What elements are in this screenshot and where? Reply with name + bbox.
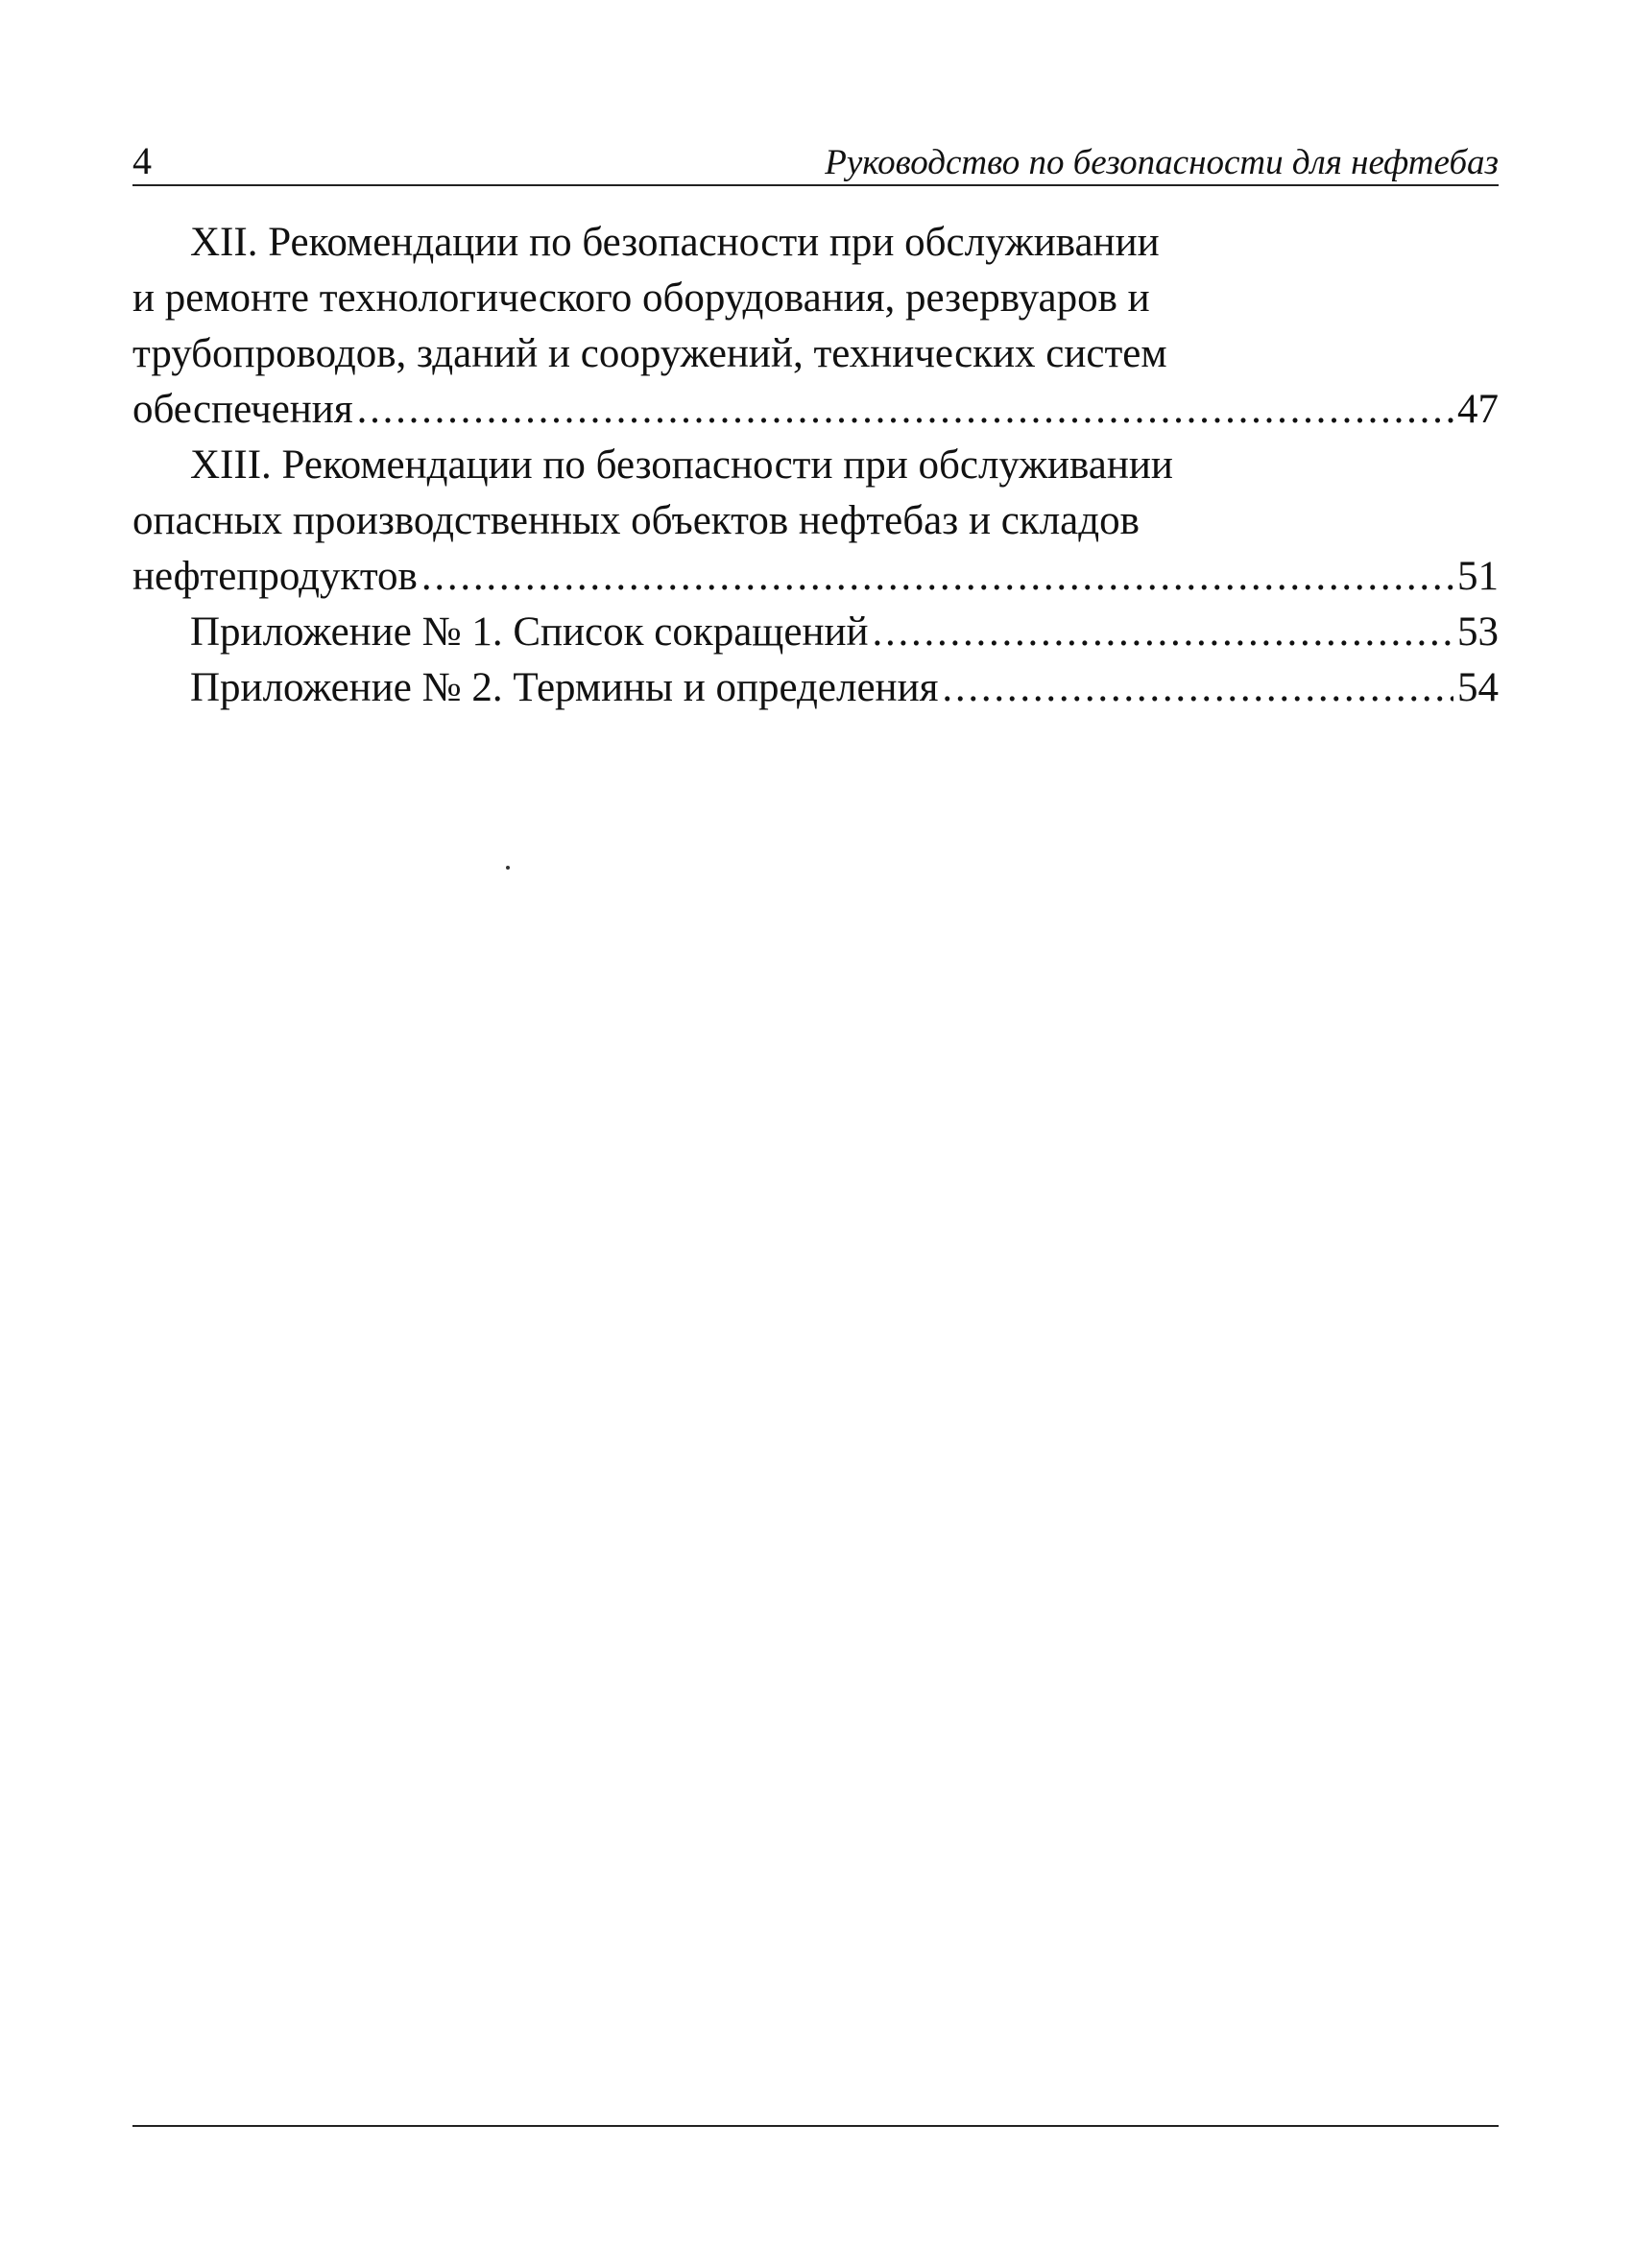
toc-entry-xiii[interactable] bbox=[132, 438, 1499, 605]
toc-page-number: 54 bbox=[1457, 665, 1499, 710]
dot-leader bbox=[421, 549, 1453, 605]
toc-page-number: 47 bbox=[1457, 387, 1499, 432]
toc-line-with-page bbox=[132, 660, 1499, 716]
page-number: 4 bbox=[132, 139, 152, 182]
toc-line: XIII. Рекомендации по безопасности при обслуживании bbox=[190, 442, 1173, 488]
footer-rule bbox=[132, 2125, 1499, 2127]
toc-page-number: 51 bbox=[1457, 554, 1499, 599]
toc-line-with-page bbox=[132, 549, 1499, 605]
scan-speck bbox=[506, 866, 510, 870]
running-title: Руководство по безопасности для нефтебаз bbox=[825, 143, 1499, 182]
toc-line: нефтепродуктов bbox=[132, 554, 418, 599]
toc-entry-xii[interactable] bbox=[132, 215, 1499, 438]
toc-line: опасных производственных объектов нефтебаз и складов bbox=[132, 498, 1140, 543]
dot-leader bbox=[357, 382, 1453, 438]
toc-entry-appendix-1[interactable] bbox=[132, 605, 1499, 660]
toc-line: XII. Рекомендации по безопасности при обслуживании bbox=[190, 220, 1160, 265]
toc-line: Приложение № 1. Список сокращений bbox=[190, 609, 869, 655]
toc-line: трубопроводов, зданий и сооружений, технических систем bbox=[132, 331, 1167, 376]
toc-line: обеспечения bbox=[132, 387, 353, 432]
dot-leader bbox=[873, 605, 1453, 660]
toc-line: и ремонте технологического оборудования, резервуаров и bbox=[132, 275, 1150, 321]
table-of-contents bbox=[132, 215, 1499, 716]
toc-line-with-page bbox=[132, 605, 1499, 660]
toc-line: Приложение № 2. Термины и определения bbox=[190, 665, 939, 710]
toc-page-number: 53 bbox=[1457, 609, 1499, 655]
page-header bbox=[132, 134, 1499, 186]
toc-entry-appendix-2[interactable] bbox=[132, 660, 1499, 716]
toc-line-with-page bbox=[132, 382, 1499, 438]
dot-leader bbox=[942, 660, 1453, 716]
